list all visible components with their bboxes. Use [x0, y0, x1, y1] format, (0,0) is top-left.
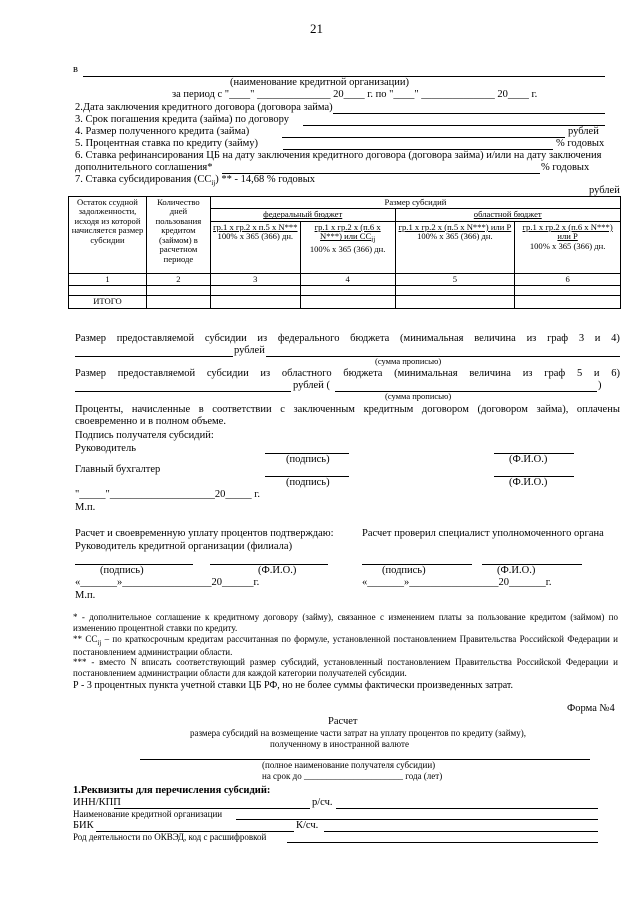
recipient-caption: (полное наименование получателя субсидии) — [262, 760, 436, 770]
form-subtitle-2: полученному в иностранной валюте — [270, 739, 409, 749]
okved-label: Род деятельности по ОКВЭД, код с расшифровкой — [73, 832, 267, 842]
table-cell — [300, 286, 395, 296]
footnote-1: * - дополнительное соглашение к кредитному договору (займу), связанное с изменением платы за пользование кредитом (займом) по изменению процентной ставки по кредиту. — [73, 612, 618, 633]
federal-sum-words: (сумма прописью) — [375, 356, 442, 366]
regional-size-text: Размер предоставляемой субсидии из областного бюджета (минимальная величина из граф 5 и 6) — [75, 368, 620, 379]
formula-col4: гр.1 х гр.2 х (п.6 х N***) или $СС_{ij}$ 100% х 365 (366) дн. — [300, 221, 395, 273]
page-number: 21 — [310, 21, 323, 36]
signature-stamp: М.п. — [75, 502, 96, 513]
confirm-right-date: «_______»_________________20_______г. — [362, 577, 552, 588]
regional-rub-label: рублей ( — [293, 380, 330, 391]
interest-paid-text: Проценты, начисленные в соответствии с заключенным кредитным договором (договором займа), оплачены — [75, 404, 620, 415]
head-label: Руководитель — [75, 443, 136, 454]
form-number: Форма №4 — [567, 703, 615, 714]
table-cell — [210, 296, 300, 308]
loan-size-unit: рублей — [568, 126, 599, 137]
item-repayment-term: 3. Срок погашения кредита (займа) по договору — [75, 114, 289, 125]
col-number: 2 — [146, 273, 210, 285]
form-subtitle-1: размера субсидий на возмещение части затрат на уплату процентов по кредиту (займу), — [190, 728, 526, 738]
interest-paid-text-cont: своевременно и в полном объеме. — [75, 416, 226, 427]
ks-label: К/сч. — [296, 820, 319, 831]
confirm-left-fio-caption: (Ф.И.О.) — [258, 565, 297, 576]
accountant-fio-caption: (Ф.И.О.) — [509, 477, 548, 488]
col-header-balance: Остаток ссудной задолженности, исходя из которой начисляется размер субсидии — [69, 197, 147, 274]
confirm-left-date: «_______»_________________20______г. — [75, 577, 260, 588]
regional-close-paren: ) — [598, 380, 602, 391]
item-refinancing-rate: 6. Ставка рефинансирования ЦБ на дату заключения кредитного договора (договора займа) и/или на дату заключения — [75, 150, 602, 161]
col-number: 1 — [69, 273, 147, 285]
col-number: 6 — [515, 273, 621, 285]
col-header-subsidy: Размер субсидий — [210, 197, 620, 209]
col-header-federal: федеральный бюджет — [210, 209, 395, 221]
footnote-4: Р - 3 процентных пункта учетной ставки ЦБ РФ, но не более суммы фактически произведенных затрат. — [73, 680, 514, 691]
table-unit: рублей — [589, 185, 620, 196]
table-cell — [300, 296, 395, 308]
footnote-3: *** - вместо N вписать соответствующий размер субсидий, установленный постановлением Правительства Российской Федерации и постановлением администрации области для каждой категории получателей субсидии. — [73, 657, 618, 678]
rs-label: р/сч. — [312, 797, 333, 808]
table-cell — [515, 286, 621, 296]
item-loan-size: 4. Размер полученного кредита (займа) — [75, 126, 250, 137]
accountant-label: Главный бухгалтер — [75, 464, 161, 475]
signature-label: Подпись получателя субсидий: — [75, 430, 214, 441]
org-prefix: в — [73, 64, 78, 75]
footnote-2: ** $СС_{ij}$ – по краткосрочным кредитам рассчитанная по формуле, установленной постановлением Правительства Российской Федерации и постановлением администрации области. — [73, 634, 618, 658]
head-signature-caption: (подпись) — [286, 454, 330, 465]
confirm-left-role: Руководитель кредитной организации (филиала) — [75, 541, 293, 552]
bik-label: БИК — [73, 820, 94, 831]
confirm-right-fio-caption: (Ф.И.О.) — [497, 565, 536, 576]
col-number: 5 — [395, 273, 515, 285]
total-label: ИТОГО — [69, 296, 147, 308]
col-number: 4 — [300, 273, 395, 285]
item-contract-date: 2.Дата заключения кредитного договора (договора займа) — [75, 102, 333, 113]
item-interest-rate: 5. Процентная ставка по кредиту (займу) — [75, 138, 258, 149]
formula-col5: гр.1 х гр.2 х (п.5 х N***) или Р 100% х 365 (366) дн. — [395, 221, 515, 273]
formula-col6: гр.1 х гр.2 х (п.6 х N***) или Р 100% х 365 (366) дн. — [515, 221, 621, 273]
table-cell — [395, 286, 515, 296]
regional-sum-words: (сумма прописью) — [385, 391, 452, 401]
col-number: 3 — [210, 273, 300, 285]
interest-rate-unit: % годовых — [556, 138, 605, 149]
signature-date: "_____"____________________20_____ г. — [75, 489, 260, 500]
table-cell — [146, 286, 210, 296]
item-refinancing-rate-cont: дополнительного соглашения* — [75, 162, 213, 173]
confirm-right-title: Расчет проверил специалист уполномоченного органа — [362, 528, 604, 539]
accountant-signature-caption: (подпись) — [286, 477, 330, 488]
table-cell — [395, 296, 515, 308]
federal-rub-label: рублей — [234, 345, 265, 356]
head-fio-caption: (Ф.И.О.) — [509, 454, 548, 465]
formula-col3: гр.1 х гр.2 х п.5 х N*** 100% х 365 (366) дн. — [210, 221, 300, 273]
federal-size-text: Размер предоставляемой субсидии из федерального бюджета (минимальная величина из граф 3 и 4) — [75, 333, 620, 344]
confirm-left-title: Расчет и своевременную уплату процентов подтверждаю: — [75, 528, 334, 539]
refinancing-rate-unit: % годовых — [541, 162, 590, 173]
table-cell — [515, 296, 621, 308]
col-header-regional: областной бюджет — [395, 209, 621, 221]
col-header-days: Количество дней пользования кредитом (займом) в расчетном периоде — [146, 197, 210, 274]
inn-label: ИНН/КПП — [73, 797, 121, 808]
table-cell — [69, 286, 147, 296]
table-cell — [210, 286, 300, 296]
confirm-right-signature-caption: (подпись) — [382, 565, 426, 576]
org-caption: (наименование кредитной организации) — [230, 77, 409, 88]
bank-name-label: Наименование кредитной организации — [73, 809, 223, 819]
table-cell — [146, 296, 210, 308]
item-subsidy-rate: 7. Ставка субсидирования $(СС_{ij})$ ** - 14,68 % годовых — [75, 174, 316, 188]
requisites-heading: 1.Реквизиты для перечисления субсидий: — [73, 785, 271, 796]
period-line: за период с "____" ______________ 20____ г. по "____" ______________ 20____ г. — [172, 89, 538, 100]
confirm-left-signature-caption: (подпись) — [100, 565, 144, 576]
subsidy-table — [68, 196, 621, 309]
form-title: Расчет — [328, 716, 358, 727]
term-line: на срок до ______________________ года (лет) — [262, 771, 443, 781]
confirm-stamp: М.п. — [75, 590, 96, 601]
